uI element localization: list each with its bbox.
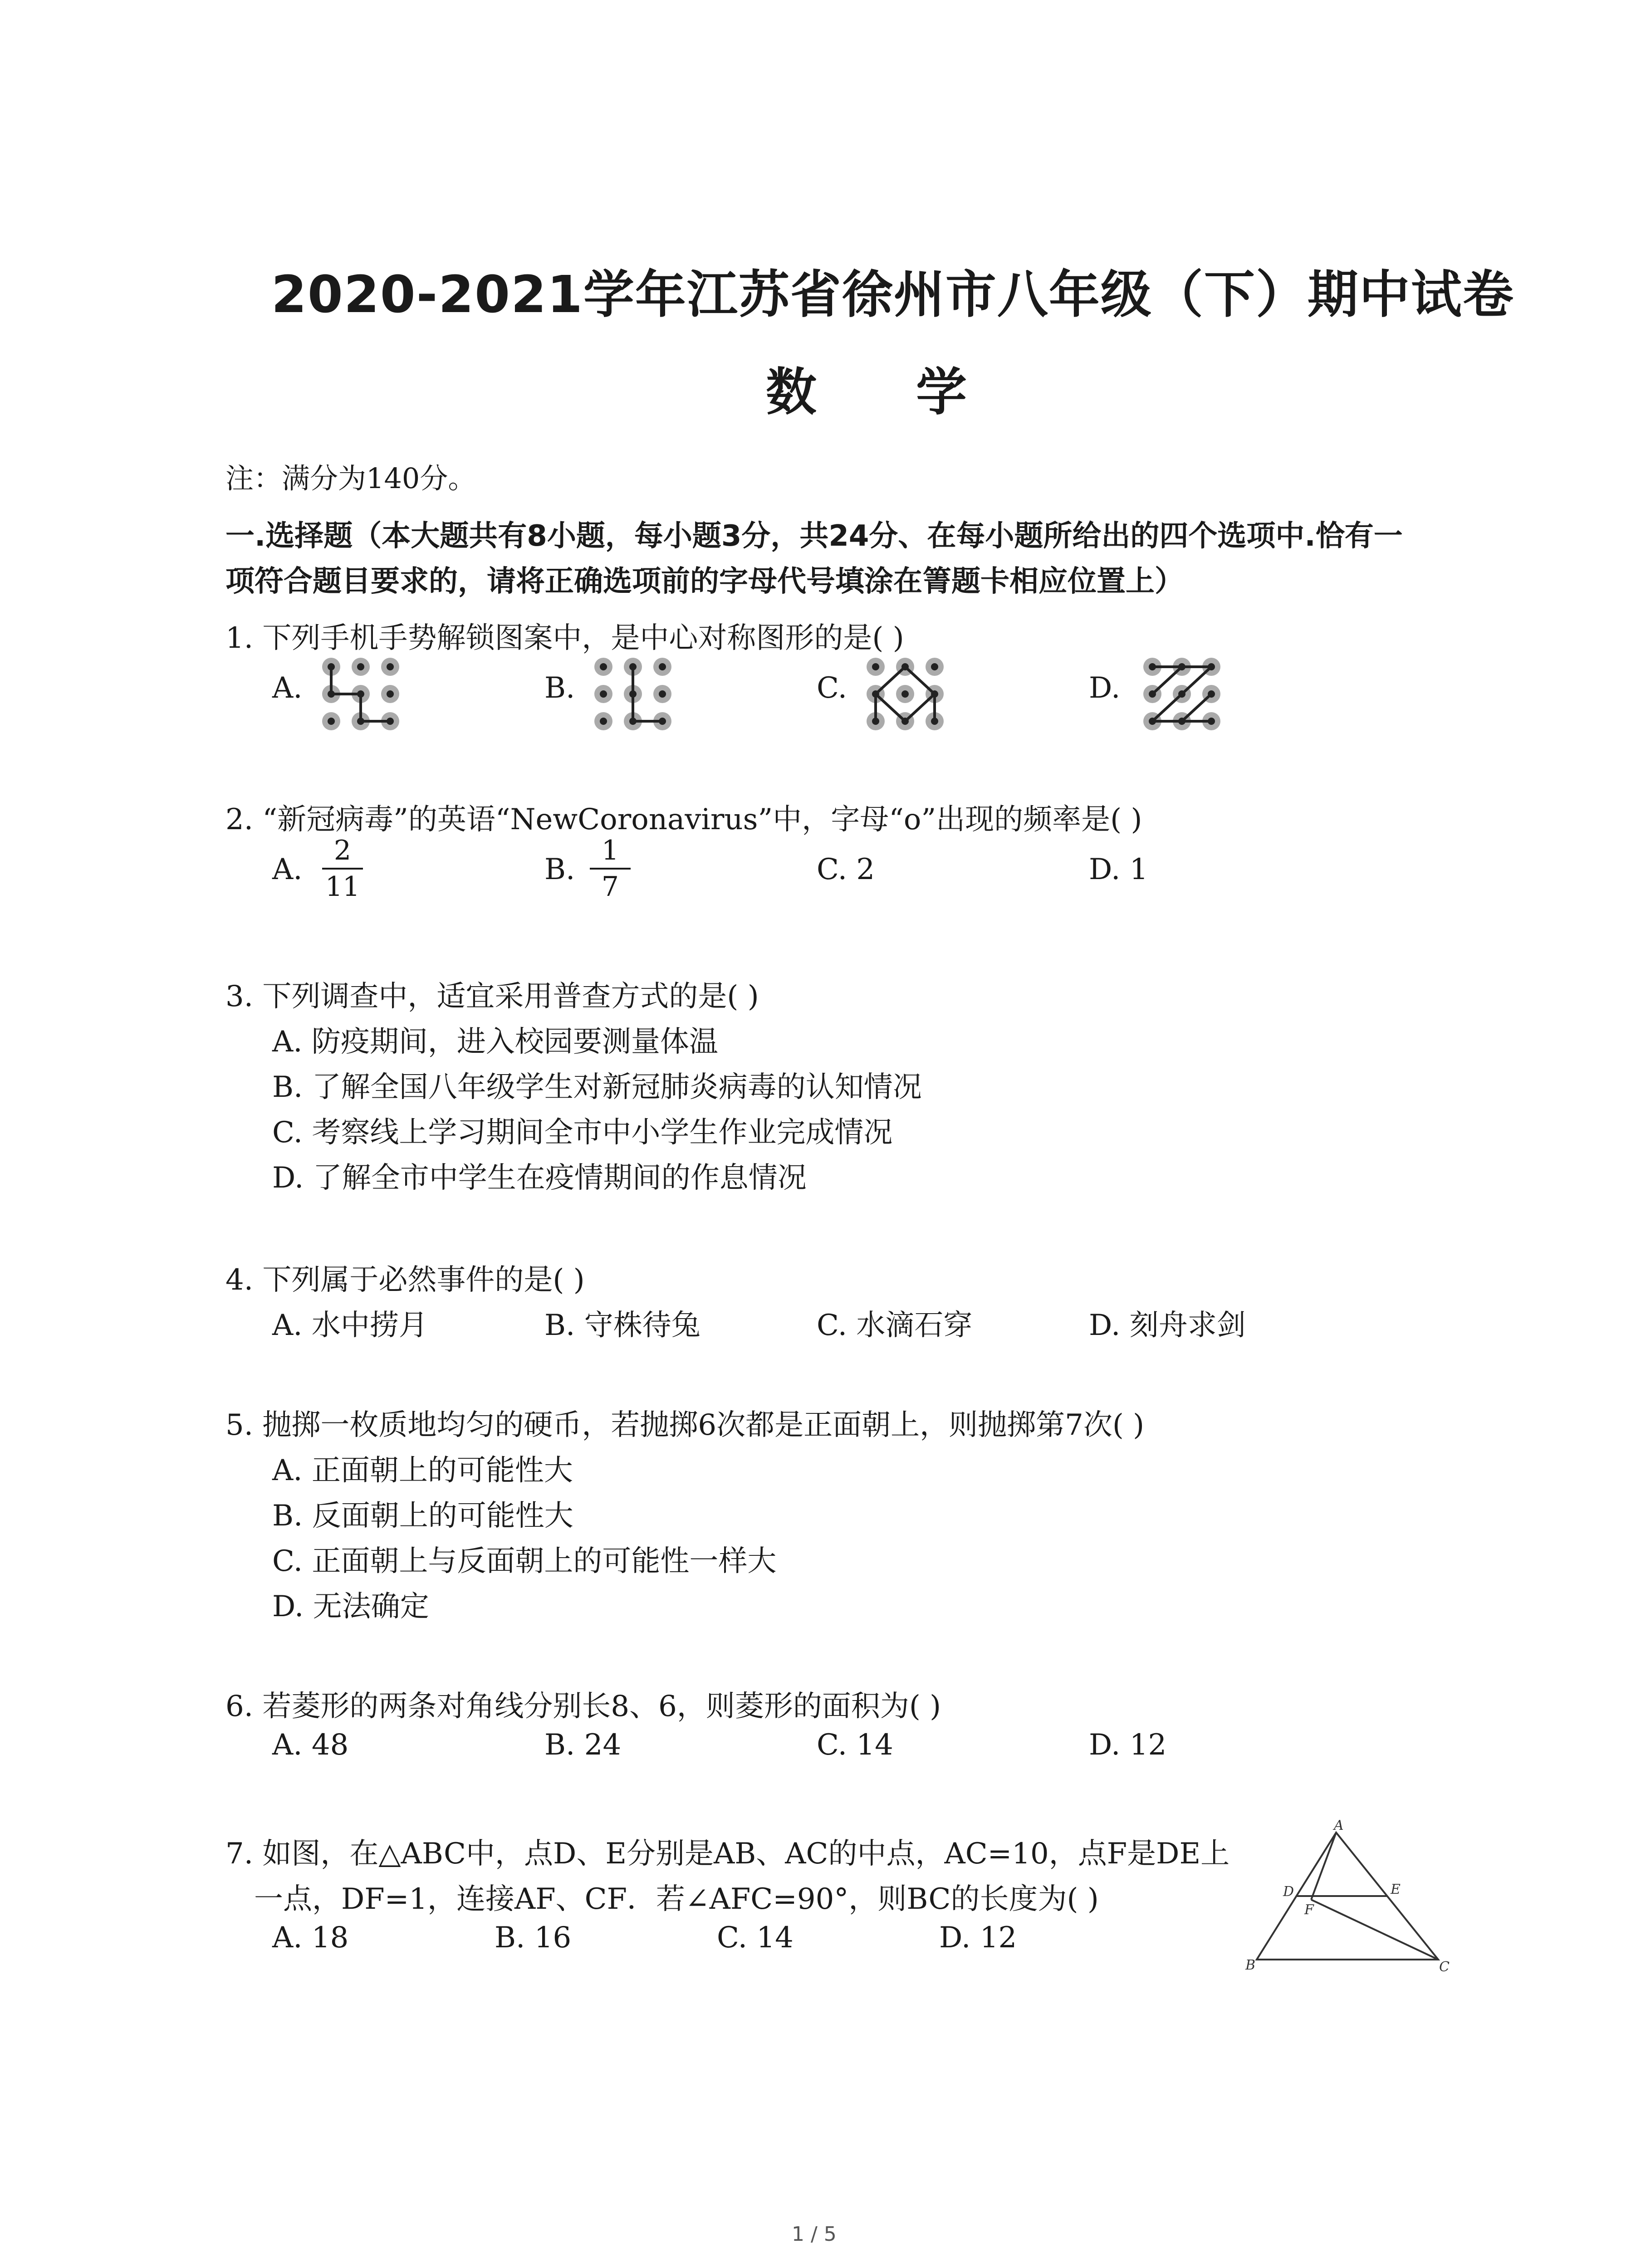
q7-label-b: B xyxy=(1245,1957,1256,1973)
q2-option-b-numerator: 1 xyxy=(601,835,619,866)
q5-option-b: B. 反面朝上的可能性大 xyxy=(272,1499,573,1533)
fraction-bar xyxy=(590,868,631,870)
q7-label-e: E xyxy=(1391,1882,1401,1897)
question-3-stem: 3. 下列调查中，适宜采用普查方式的是( ) xyxy=(225,980,759,1013)
q2-option-b-denominator: 7 xyxy=(601,871,619,903)
page-number: 1 / 5 xyxy=(792,2223,837,2246)
q5-option-a: A. 正面朝上的可能性大 xyxy=(272,1454,573,1487)
q4-option-c: C. 水滴石穿 xyxy=(817,1309,973,1342)
fraction-bar xyxy=(322,868,363,870)
q7-label-c: C xyxy=(1439,1959,1450,1975)
question-7-stem-line2: 一点，DF=1，连接AF、CF．若∠AFC=90°，则BC的长度为( ) xyxy=(254,1882,1099,1916)
q4-option-b: B. 守株待兔 xyxy=(544,1309,700,1342)
question-6-stem: 6. 若菱形的两条对角线分别长8、6，则菱形的面积为( ) xyxy=(225,1690,941,1723)
q6-option-c: C. 14 xyxy=(817,1728,893,1762)
q1-pattern-d-figure xyxy=(1139,653,1225,735)
q5-option-c: C. 正面朝上与反面朝上的可能性一样大 xyxy=(272,1545,777,1578)
page-title: 2020-2021学年江苏省徐州市八年级（下）期中试卷 xyxy=(271,265,1514,324)
score-note: 注：满分为140分。 xyxy=(225,462,476,495)
q6-option-b: B. 24 xyxy=(544,1728,622,1762)
q2-option-d: D. 1 xyxy=(1089,853,1148,886)
q2-option-a-numerator: 2 xyxy=(333,835,352,866)
section-heading-line1: 一.选择题（本大题共有8小题，每小题3分，共24分、在每小题所给出的四个选项中.恰有一 xyxy=(225,519,1403,553)
q2-option-a-denominator: 11 xyxy=(325,871,360,903)
q2-option-b-label: B. xyxy=(544,853,575,886)
question-2-stem: 2. “新冠病毒”的英语“NewCoronavirus”中，字母“o”出现的频率是( ) xyxy=(225,803,1142,836)
question-4-stem: 4. 下列属于必然事件的是( ) xyxy=(225,1263,585,1297)
question-1-stem: 1. 下列手机手势解锁图案中，是中心对称图形的是( ) xyxy=(225,621,904,655)
q7-option-b: B. 16 xyxy=(495,1921,572,1955)
q1-option-a-label: A. xyxy=(272,671,303,705)
q2-option-a-label: A. xyxy=(272,853,303,886)
page-subtitle: 数 学 xyxy=(766,363,1008,422)
q1-option-b-label: B. xyxy=(544,671,575,705)
q6-option-d: D. 12 xyxy=(1089,1728,1167,1762)
q7-label-a: A xyxy=(1334,1818,1344,1833)
q1-pattern-b-figure xyxy=(590,653,676,735)
section-heading-line2: 项符合题目要求的，请将正确选项前的字母代号填涂在箐题卡相应位置上） xyxy=(225,565,1184,598)
q2-option-b-fraction xyxy=(590,835,631,903)
q4-option-a: A. 水中捞月 xyxy=(272,1309,428,1342)
q7-label-d: D xyxy=(1283,1884,1294,1900)
question-5-stem: 5. 抛掷一枚质地均匀的硬币，若抛掷6次都是正面朝上，则抛掷第7次( ) xyxy=(225,1408,1145,1442)
question-7-stem-line1: 7. 如图，在△ABC中，点D、E分别是AB、AC的中点，AC=10，点F是DE上 xyxy=(225,1837,1230,1871)
q2-option-a-fraction xyxy=(322,835,363,903)
q7-option-c: C. 14 xyxy=(717,1921,794,1955)
q1-pattern-c-figure xyxy=(862,653,948,735)
q3-option-c: C. 考察线上学习期间全市中小学生作业完成情况 xyxy=(272,1116,893,1149)
q1-pattern-a-figure xyxy=(318,653,404,735)
q6-option-a: A. 48 xyxy=(272,1728,349,1762)
q3-option-b: B. 了解全国八年级学生对新冠肺炎病毒的认知情况 xyxy=(272,1070,922,1104)
q1-option-c-label: C. xyxy=(817,671,847,705)
q7-option-d: D. 12 xyxy=(939,1921,1017,1955)
q4-option-d: D. 刻舟求剑 xyxy=(1089,1309,1246,1342)
q7-label-f: F xyxy=(1304,1902,1314,1918)
q7-triangle-figure xyxy=(1243,1818,1461,1975)
q7-option-a: A. 18 xyxy=(272,1921,349,1955)
q1-option-d-label: D. xyxy=(1089,671,1121,705)
q5-option-d: D. 无法确定 xyxy=(272,1590,429,1623)
q2-option-c: C. 2 xyxy=(817,853,875,886)
q3-option-a: A. 防疫期间，进入校园要测量体温 xyxy=(272,1025,718,1059)
q3-option-d: D. 了解全市中学生在疫情期间的作息情况 xyxy=(272,1161,807,1195)
